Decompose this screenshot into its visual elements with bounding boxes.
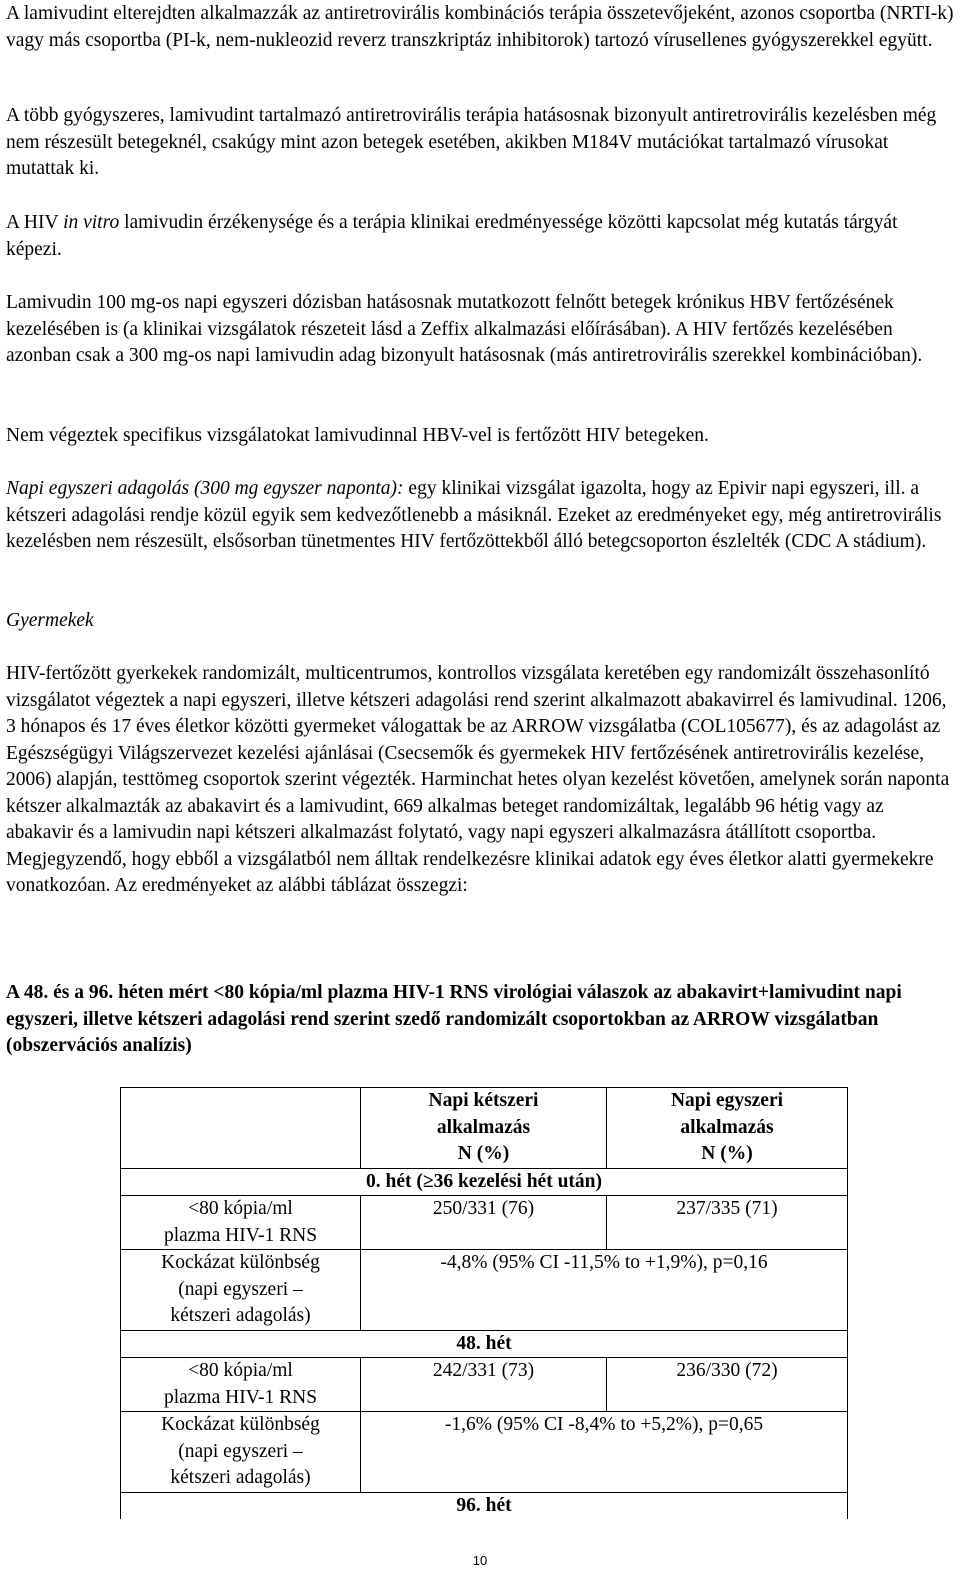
- table-caption: A 48. és a 96. héten mért <80 kópia/ml plazma HIV-1 RNS virológiai válaszok az abakavirt+lamivudint napi egyszeri, illetve kétszeri adagolási rend szerint szedő randomizált csoportokban az ARROW vizsgálatban (obszervációs analízis): [6, 982, 902, 1056]
- header-line: alkalmazás: [680, 1116, 774, 1138]
- week96-label: 96. hét: [121, 1492, 848, 1519]
- table-row-week0-copies: [121, 1196, 848, 1250]
- row-label-copies: [121, 1358, 361, 1412]
- table-row-week48-copies: [121, 1358, 848, 1412]
- label-line: kétszeri adagolás): [170, 1305, 311, 1326]
- text-run: egy klinikai vizsgálat igazolta, hogy az Epivir napi egyszeri, ill. a kétszeri adagolási rendje közül egyik sem kedvezőtlenebb a másiknál. Ezeket az eredményeket egy, még antiretrovirális kezelésben nem részesült, elsősorban tünetmentes HIV fertőzöttekből álló betegcsoporton észlelték (CDC A stádium).: [6, 478, 942, 552]
- paragraph-multidrug-therapy: A több gyógyszeres, lamivudint tartalmazó antiretrovirális terápia hatásosnak bizonyult antiretrovirális kezelésben még nem részesült betegeknél, csakúgy mint azon betegek esetében, akikben M184V mutációkat tartalmazó vírusokat mutattak ki.: [6, 105, 937, 179]
- text-run: A HIV: [6, 212, 64, 233]
- label-line: <80 kópia/ml: [188, 1198, 293, 1219]
- italic-in-vitro: in vitro: [63, 212, 120, 233]
- header-empty-cell: [121, 1088, 361, 1169]
- section-heading-children: Gyermekek: [6, 610, 94, 631]
- table-row-week48-label: [121, 1330, 848, 1358]
- week0-twice-value: 250/331 (76): [361, 1196, 607, 1250]
- paragraph-nrti-combination: A lamivudint elterejdten alkalmazzák az antiretrovirális kombinációs terápia összetevőjeként, azonos csoportba (NRTI-k) vagy más csoportba (PI-k, nem-nukleozid reverz transzkriptáz inhibitorok) tartozó vírusellenes gyógyszerekkel együtt.: [6, 3, 954, 51]
- week48-label: 48. hét: [121, 1330, 848, 1358]
- header-line: Napi egyszeri: [670, 1090, 784, 1111]
- label-line: (napi egyszeri –: [178, 1278, 303, 1300]
- row-label-risk: [121, 1412, 361, 1493]
- italic-once-daily-heading: Napi egyszeri adagolás (300 mg egyszer naponta):: [6, 478, 404, 499]
- paragraph-in-vitro: [6, 210, 954, 263]
- row-label-copies: [121, 1196, 361, 1250]
- label-line: Kockázat különbség: [161, 1252, 320, 1273]
- label-line: <80 kópia/ml: [188, 1360, 293, 1381]
- results-table: [120, 1087, 848, 1519]
- table-row-week0-risk: [121, 1250, 848, 1331]
- week0-risk-value: -4,8% (95% CI -11,5% to +1,9%), p=0,16: [361, 1250, 848, 1331]
- table-header-row: [121, 1088, 848, 1169]
- header-once-daily: [607, 1088, 848, 1169]
- header-twice-daily: [361, 1088, 607, 1169]
- paragraph-arrow-study: HIV-fertőzött gyerkekek randomizált, multicentrumos, kontrollos vizsgálata keretében egy randomizált összehasonlító vizsgálatot végeztek a napi egyszeri, illetve kétszeri adagolási rend szerint alkalmazott abakavirrel és lamivudinal. 1206, 3 hónapos és 17 éves életkor közötti gyermeket válogattak be az ARROW vizsgálatba (COL105677), és az adagolást az Egészségügyi Világszervezet kezelési ajánlásai (Csecsemők és gyermekek HIV fertőzésének antiretrovirális kezelése, 2006) alapján, testtömeg csoportok szerint végezték. Harminchat hetes olyan kezelést követően, amelynek során naponta kétszer alkalmazták az abakavirt és a lamivudint, 669 alkalmas beteget randomizáltak, legalább 96 hétig vagy az abakavir és a lamivudin napi kétszeri alkalmazást folytató, vagy napi egyszeri alkalmazásra átállított csoportba. Megjegyzendő, hogy ebből a vizsgálatból nem álltak rendelkezésre klinikai adatok egy éves életkor alatti gyermekekre vonatkozóan. Az eredményeket az alábbi táblázat összegzi:: [6, 663, 950, 896]
- table-row-week96-label: [121, 1492, 848, 1519]
- text-run: lamivudin érzékenysége és a terápia klinikai eredményessége közötti kapcsolat még kutatás tárgyát képezi.: [6, 212, 898, 260]
- week48-once-value: 236/330 (72): [607, 1358, 848, 1412]
- label-line: (napi egyszeri –: [178, 1440, 303, 1462]
- page-number: 10: [472, 1553, 488, 1568]
- header-line: alkalmazás: [436, 1116, 531, 1138]
- header-line: Napi kétszeri: [428, 1090, 539, 1111]
- row-label-risk: [121, 1250, 361, 1331]
- header-line: N (%): [457, 1143, 510, 1164]
- table-row-week48-risk: [121, 1412, 848, 1493]
- paragraph-once-daily: [6, 476, 954, 556]
- week48-twice-value: 242/331 (73): [361, 1358, 607, 1412]
- week0-label: 0. hét (≥36 kezelési hét után): [121, 1168, 848, 1196]
- table-row-week0-label: [121, 1168, 848, 1196]
- paragraph-hbv-coinfection: Nem végeztek specifikus vizsgálatokat lamivudinnal HBV-vel is fertőzött HIV betegeken.: [6, 425, 709, 446]
- label-line: Kockázat különbség: [161, 1414, 320, 1435]
- week48-risk-value: -1,6% (95% CI -8,4% to +5,2%), p=0,65: [361, 1412, 848, 1493]
- label-line: plazma HIV-1 RNS: [163, 1386, 318, 1408]
- label-line: kétszeri adagolás): [170, 1467, 311, 1488]
- paragraph-hbv-dose: Lamivudin 100 mg-os napi egyszeri dózisban hatásosnak mutatkozott felnőtt betegek krónikus HBV fertőzésének kezelésében is (a klinikai vizsgálatok részeteit lásd a Zeffix alkalmazási előírásában). A HIV fertőzés kezelésében azonban csak a 300 mg-os napi lamivudin adag bizonyult hatásosnak (más antiretrovirális szerekkel kombinációban).: [6, 292, 923, 366]
- week0-once-value: 237/335 (71): [607, 1196, 848, 1250]
- label-line: plazma HIV-1 RNS: [163, 1224, 318, 1246]
- header-line: N (%): [701, 1143, 753, 1164]
